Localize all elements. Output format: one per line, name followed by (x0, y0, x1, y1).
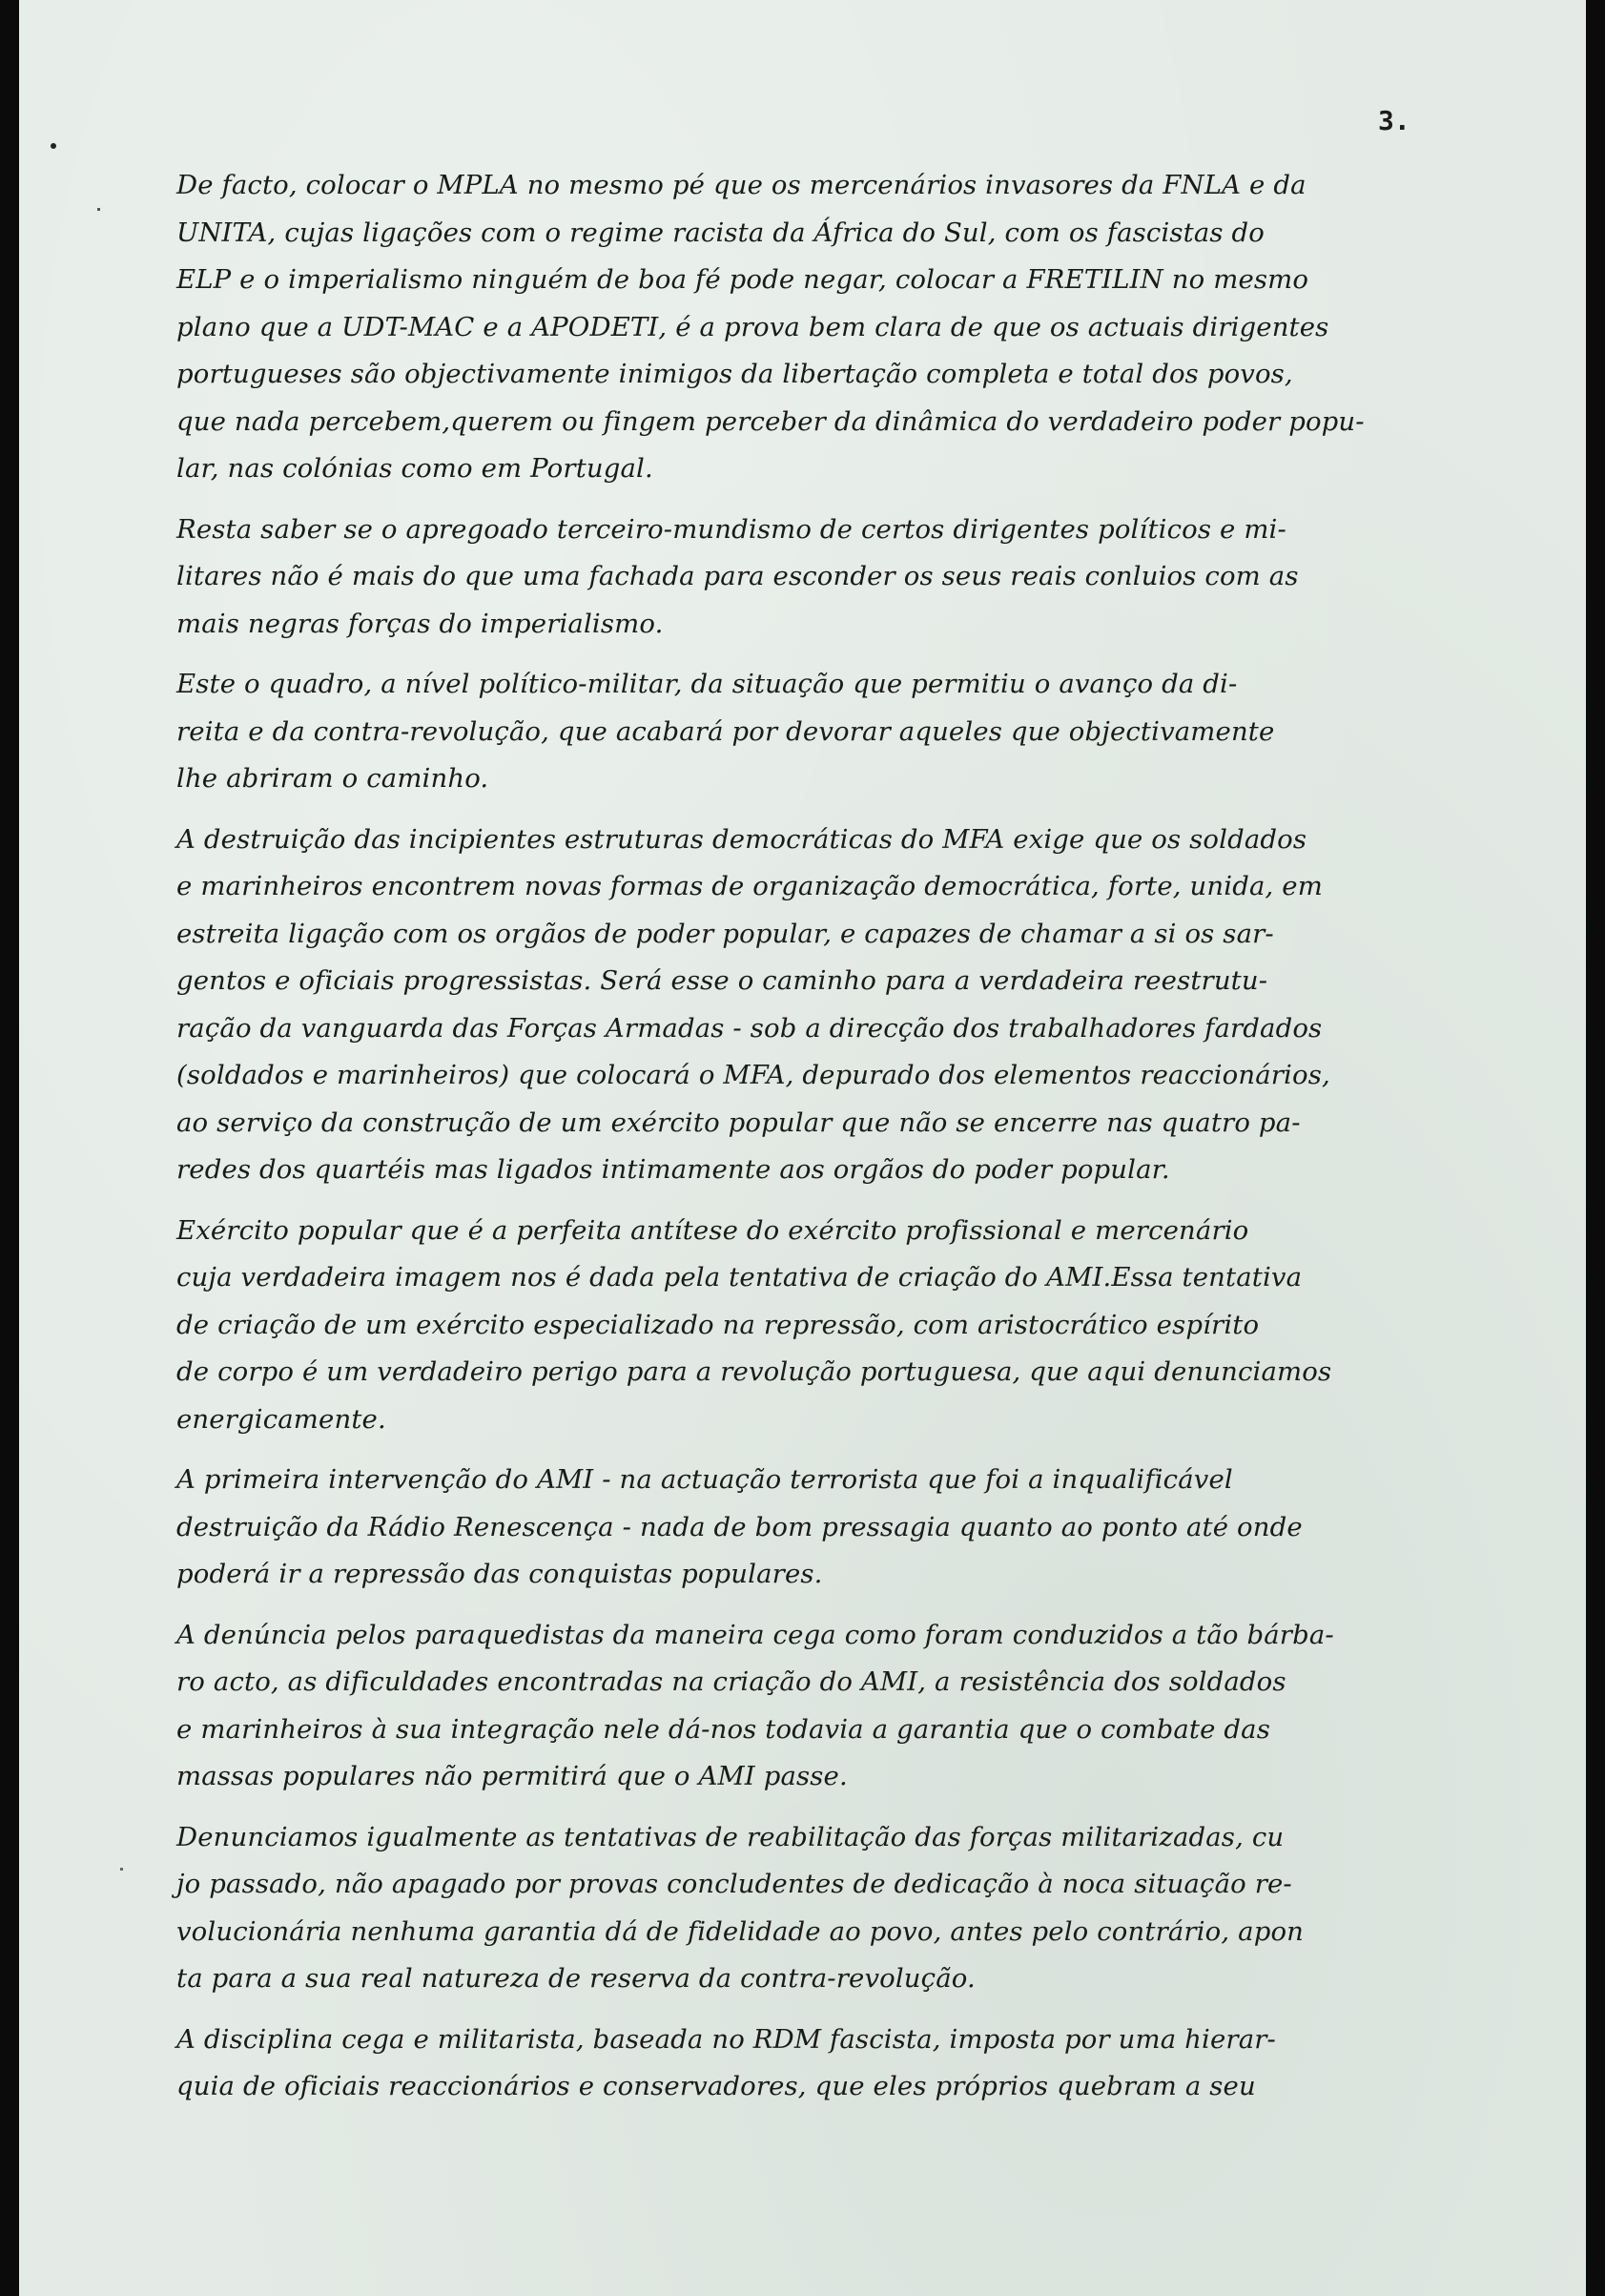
text-line: redes dos quartéis mas ligados intimamente aos orgãos do poder popular. (176, 1154, 1170, 1185)
text-line: UNITA, cujas ligações com o regime racista da África do Sul, com os fascistas do (176, 217, 1265, 248)
document-body (176, 162, 1492, 2124)
text-line: poderá ir a repressão das conquistas populares. (176, 1559, 823, 1589)
text-line: ao serviço da construção de um exército popular que não se encerre nas quatro pa- (176, 1107, 1301, 1138)
text-line: De facto, colocar o MPLA no mesmo pé que os mercenários invasores da FNLA e da (176, 170, 1307, 200)
text-line: gentos e oficiais progressistas. Será esse o caminho para a verdadeira reestrutu- (176, 965, 1268, 996)
text-line: de corpo é um verdadeiro perigo para a revolução portuguesa, que aqui denunciamos (176, 1356, 1332, 1387)
text-line: lar, nas colónias como em Portugal. (176, 453, 653, 484)
paragraph (176, 162, 1492, 493)
paragraph (176, 661, 1492, 803)
paragraph (176, 1457, 1492, 1599)
text-line: destruição da Rádio Renescença - nada de bom pressagia quanto ao ponto até onde (176, 1511, 1303, 1542)
paragraph (176, 2017, 1492, 2111)
text-line: portugueses são objectivamente inimigos da libertação completa e total dos povos, (176, 359, 1293, 389)
text-line: ta para a sua real natureza de reserva da contra-revolução. (176, 1963, 976, 1994)
text-line: ELP e o imperialismo ninguém de boa fé pode negar, colocar a FRETILIN no mesmo (176, 264, 1309, 295)
paragraph (176, 817, 1492, 1194)
text-line: ro acto, as dificuldades encontradas na criação do AMI, a resistência dos soldados (176, 1666, 1286, 1697)
text-line: mais negras forças do imperialismo. (176, 608, 664, 639)
text-line: reita e da contra-revolução, que acabará por devorar aqueles que objectivamente (176, 715, 1275, 747)
paragraph (176, 507, 1492, 649)
margin-mark (97, 208, 100, 211)
document-page (19, 0, 1586, 2296)
text-line: (soldados e marinheiros) que colocará o MFA, depurado dos elementos reaccionários, (176, 1060, 1330, 1090)
page-number: 3. (1378, 105, 1410, 136)
text-line: litares não é mais do que uma fachada para esconder os seus reais conluios com as (176, 561, 1299, 591)
text-line: estreita ligação com os orgãos de poder popular, e capazes de chamar a si os sar- (176, 918, 1274, 949)
text-line: A disciplina cega e militarista, baseada no RDM fascista, imposta por uma hierar- (176, 2023, 1276, 2055)
text-line: e marinheiros encontrem novas formas de organização democrática, forte, unida, em (176, 871, 1323, 901)
punch-mark (51, 143, 56, 149)
text-line: A primeira intervenção do AMI - na actuação terrorista que foi a inqualificável (176, 1464, 1233, 1495)
text-line: Exército popular que é a perfeita antítese do exército profissional e mercenário (176, 1214, 1249, 1246)
text-line: ração da vanguarda das Forças Armadas - sob a direcção dos trabalhadores fardados (176, 1012, 1323, 1044)
paragraph (176, 1814, 1492, 2003)
text-line: que nada percebem,querem ou fingem perceber da dinâmica do verdadeiro poder popu- (176, 405, 1365, 437)
text-line: plano que a UDT-MAC e a APODETI, é a prova bem clara de que os actuais dirigentes (176, 311, 1329, 342)
text-line: energicamente. (176, 1403, 386, 1435)
text-line: A destruição das incipientes estruturas democráticas do MFA exige que os soldados (176, 823, 1307, 855)
text-line: Resta saber se o apregoado terceiro-mundismo de certos dirigentes políticos e mi- (176, 513, 1286, 545)
text-line: e marinheiros à sua integração nele dá-nos todavia a garantia que o combate das (176, 1713, 1270, 1745)
text-line: lhe abriram o caminho. (176, 763, 489, 794)
text-line: quia de oficiais reaccionários e conservadores, que eles próprios quebram a seu (176, 2071, 1256, 2101)
text-line: A denúncia pelos paraquedistas da maneira cega como foram conduzidos a tão bárba- (176, 1619, 1334, 1650)
text-line: cuja verdadeira imagem nos é dada pela tentativa de criação do AMI.Essa tentativa (176, 1262, 1303, 1293)
margin-mark (120, 1868, 123, 1871)
paragraph (176, 1208, 1492, 1444)
text-line: de criação de um exército especializado na repressão, com aristocrático espírito (176, 1309, 1260, 1340)
text-line: jo passado, não apagado por provas concludentes de dedicação à noca situação re- (176, 1869, 1292, 1899)
paragraph (176, 1612, 1492, 1801)
text-line: massas populares não permitirá que o AMI passe. (176, 1761, 848, 1791)
text-line: volucionária nenhuma garantia dá de fidelidade ao povo, antes pelo contrário, apon (176, 1915, 1305, 1947)
text-line: Denunciamos igualmente as tentativas de reabilitação das forças militarizadas, cu (176, 1821, 1285, 1852)
text-line: Este o quadro, a nível político-militar, da situação que permitiu o avanço da di- (176, 669, 1238, 699)
